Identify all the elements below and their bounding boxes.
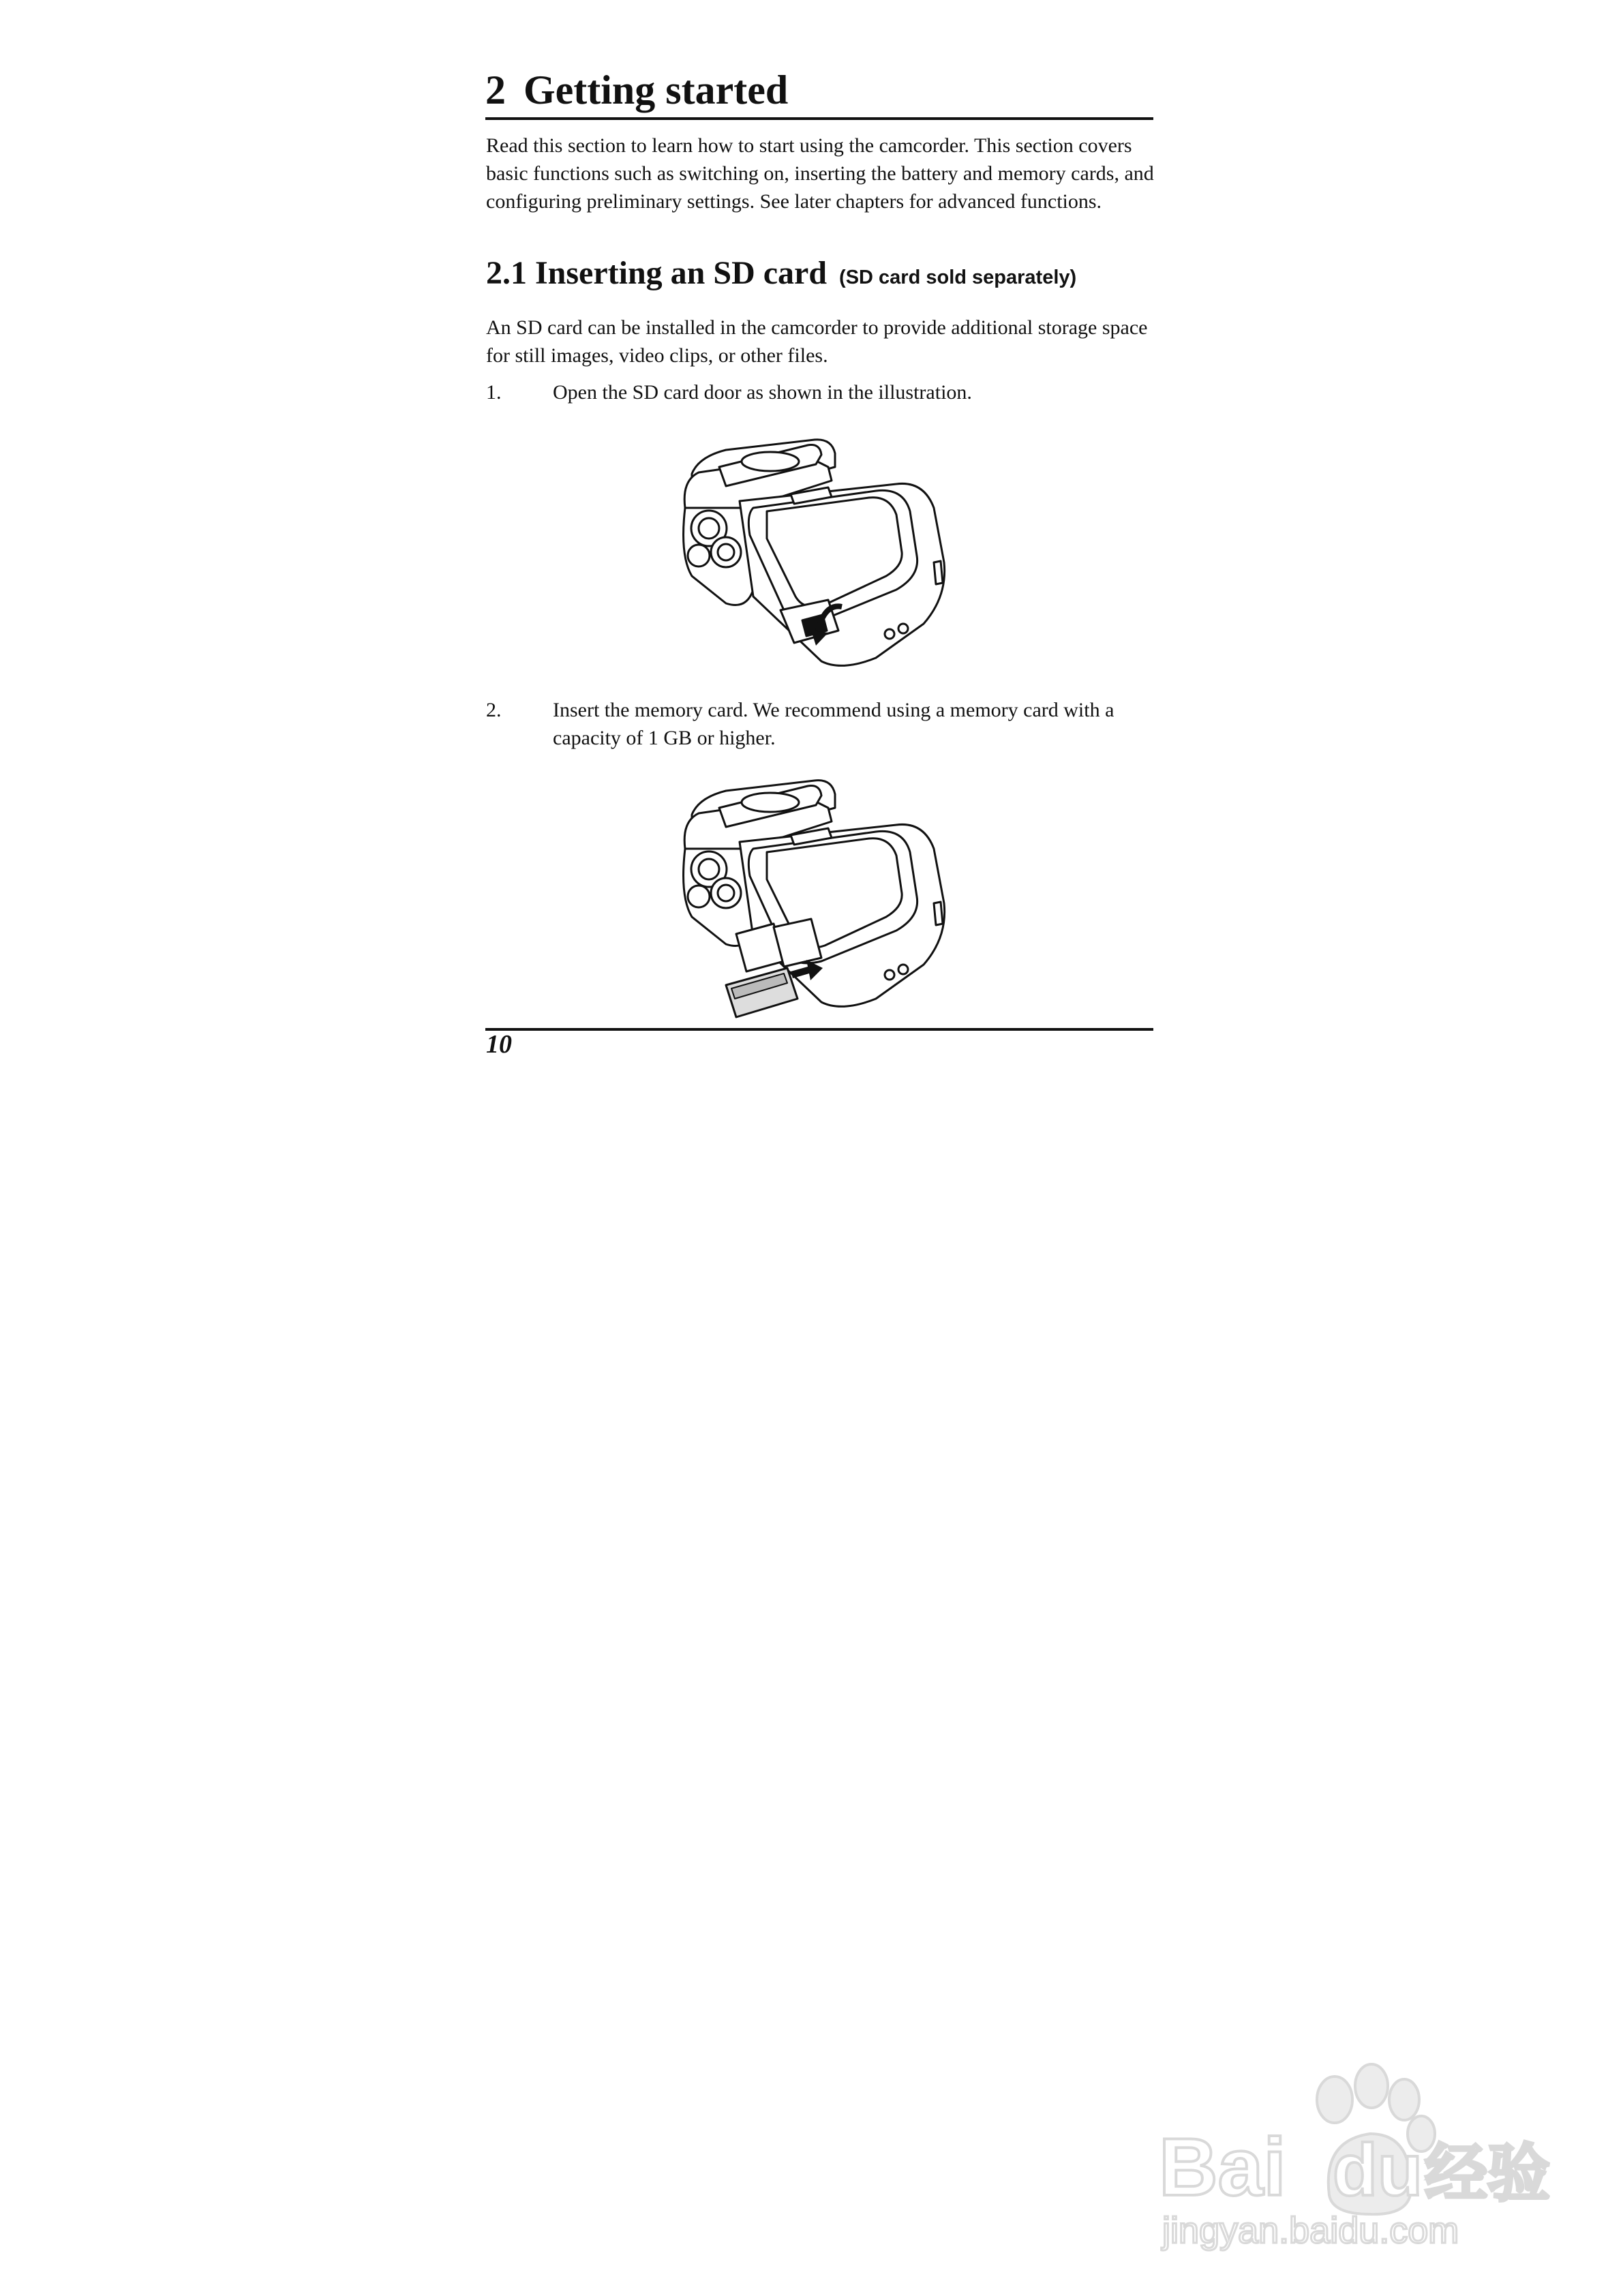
- section-heading-note: (SD card sold separately): [839, 267, 1077, 288]
- chapter-title-text: Getting started: [524, 67, 789, 112]
- step-2-text: Insert the memory card. We recommend using a memory card with a capacity of 1 GB or higher.: [553, 699, 1114, 749]
- chapter-number: 2: [485, 67, 506, 112]
- insert-memory-card-illustration: [671, 764, 969, 1024]
- camcorder-door-drawing: [671, 426, 969, 677]
- section-intro-paragraph: An SD card can be installed in the camcorder to provide additional storage space for still images, video clips, or other files.: [486, 316, 1148, 367]
- intro-paragraph: Read this section to learn how to start using the camcorder. This section covers basic functions such as switching on, inserting the battery and memory cards, and configuring preliminary settings. See later chapters for advanced functions.: [486, 134, 1154, 213]
- step-1-number: 1.: [486, 381, 502, 404]
- open-sd-door-illustration: [671, 426, 969, 677]
- step-1-text: Open the SD card door as shown in the illustration.: [553, 381, 972, 404]
- watermark-brand-b: du: [1333, 2128, 1423, 2211]
- chapter-title: [485, 65, 1167, 115]
- page-number: 10: [486, 1030, 512, 1059]
- step-2-number: 2.: [486, 699, 502, 721]
- baidu-jingyan-watermark: [1159, 2031, 1554, 2250]
- watermark-brand-a: Bai: [1159, 2121, 1286, 2213]
- section-heading-text: 2.1 Inserting an SD card: [486, 255, 828, 291]
- title-rule: [485, 117, 1153, 120]
- footer-rule: [485, 1028, 1153, 1031]
- baidu-paw-logo: [1159, 2031, 1554, 2250]
- camcorder-card-drawing: [671, 764, 969, 1024]
- watermark-cn: 经验: [1425, 2137, 1551, 2210]
- section-heading: [486, 254, 1076, 293]
- watermark-url: jingyan.baidu.com: [1162, 2210, 1459, 2251]
